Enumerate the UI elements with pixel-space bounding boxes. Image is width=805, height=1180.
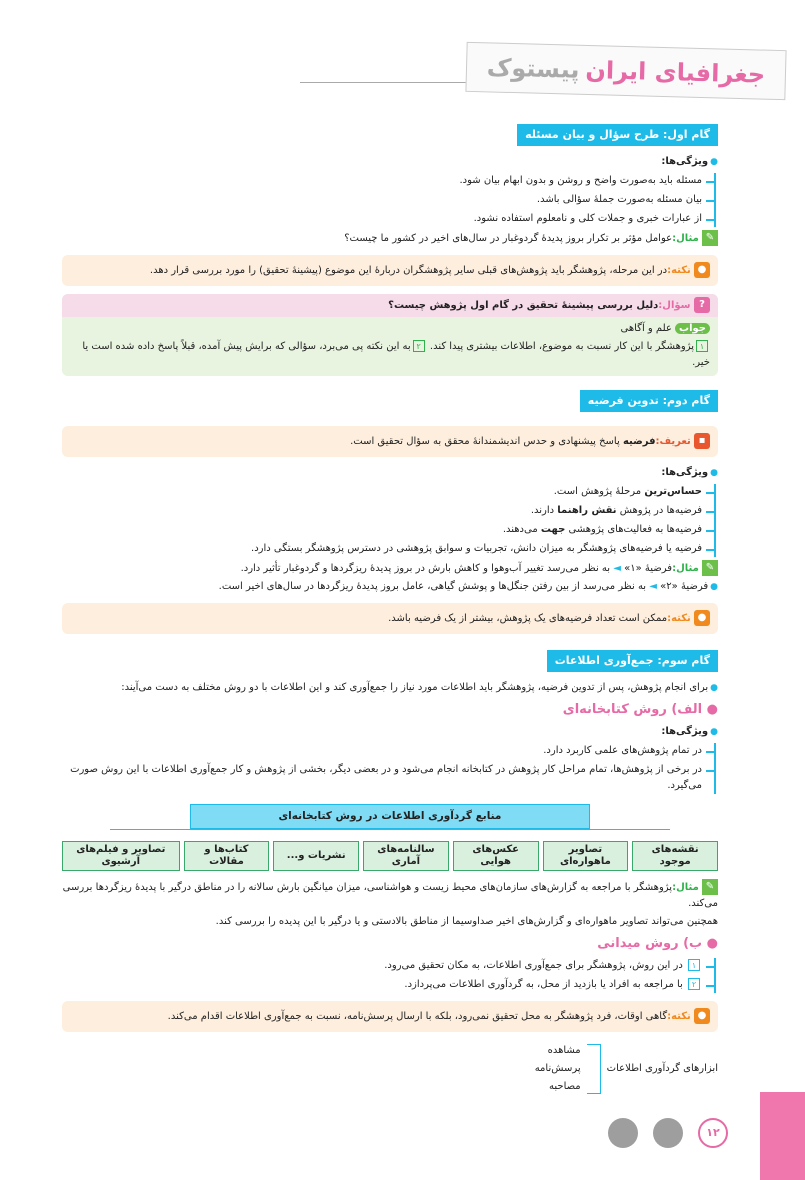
speech-bubble-icon: ●: [694, 262, 710, 278]
tools-label: ابزارهای گردآوری اطلاعات: [606, 1063, 718, 1074]
question-header: [62, 294, 718, 317]
speech-bubble-icon: ●: [694, 610, 710, 626]
pencil-icon: ✎: [702, 879, 718, 895]
example: [62, 230, 718, 247]
definition-label: تعریف:: [655, 436, 691, 447]
note-text: در این مرحله، پژوهشگر باید پژوهش‌های قبلی سایر پژوهشگران دربارهٔ این موضوع (پیشینهٔ تحقیق) را مورد بررسی قرار دهد.: [149, 265, 668, 276]
source-box: نشریات و...: [273, 841, 359, 871]
hypothesis-label: فرضیهٔ «۱»: [624, 563, 673, 574]
bold-term: حساس‌ترین: [644, 486, 702, 497]
answer-reason: پژوهشگر با این کار نسبت به موضوع، اطلاعات بیشتری پیدا کند.: [429, 341, 694, 352]
hypothesis-text: به نظر می‌رسد از بین رفتن جنگل‌ها و پوشش گیاهی، عامل بروز پدیدهٔ ریزگردها در سال‌های اخیر است.: [218, 581, 647, 592]
number-badge: ۲: [413, 340, 425, 352]
field-text: در این روش، پژوهشگر برای جمع‌آوری اطلاعات، به مکان تحقیق می‌رود.: [384, 960, 683, 971]
feature-text: مرحلهٔ پژوهش است.: [553, 486, 642, 497]
note-box: [62, 255, 718, 286]
field-item: [62, 958, 702, 974]
logo-series: پیستوک: [486, 53, 580, 84]
diagram-title: منابع گردآوری اطلاعات در روش کتابخانه‌ای: [190, 804, 590, 829]
definition-term: فرضیه: [622, 436, 656, 447]
source-box: نقشه‌های موجود: [632, 841, 718, 871]
speech-bubble-icon: ●: [694, 1008, 710, 1024]
lightbulb-icon: ?: [694, 297, 710, 313]
example: [62, 879, 718, 912]
page-tab: [760, 1092, 805, 1180]
source-box: تصاویر و فیلم‌های آرشیوی: [62, 841, 180, 871]
number-badge: ۲: [688, 978, 700, 990]
example-text: پژوهشگر با مراجعه به گزارش‌های سازمان‌های محیط زیست و هواشناسی، میزان میانگین بارش سالانه را در مناطق درگیر با پدیدهٔ ریزگردها بررسی می‌کند.: [62, 882, 718, 909]
footer: [62, 1110, 718, 1180]
answer-reason: به این نکته پی می‌برد، سؤالی که برایش پیش آمده، قبلاً پاسخ داده شده است یا خیر.: [82, 341, 710, 368]
feature-text: دارند.: [530, 505, 555, 516]
page-number: ۱۲: [698, 1118, 728, 1148]
example-text: همچنین می‌تواند تصاویر ماهواره‌ای و گزارش‌های اخیر صداوسیما از مناطق بالادستی و یا درگیر با این پدیده را بررسی کند.: [215, 916, 718, 927]
features-label: ● ویژگی‌ها:: [62, 724, 718, 740]
feature-item: فرضیه یا فرضیه‌های پژوهشگر به میزان دانش، تجربیات و سوابق پژوهشی در دسترس پژوهشگر بستگی دارد.: [62, 541, 702, 557]
question-text: دلیل بررسی پیشینهٔ تحقیق در گام اول پژوهش چیست؟: [388, 300, 659, 311]
tools-group: [62, 1042, 718, 1096]
example-label: مثال:: [672, 563, 699, 574]
step3-intro: ● برای انجام پژوهش، پس از تدوین فرضیه، پژوهشگر باید اطلاعات مورد نیاز را جمع‌آوری کند و این اطلاعات با دو روش مختلف به دست می‌آیند:: [62, 680, 718, 696]
feature-text: فرضیه‌ها در پژوهش: [619, 505, 702, 516]
definition-box: [62, 426, 718, 457]
note-text: گاهی اوقات، فرد پژوهشگر به محل تحقیق نمی‌رود، بلکه با ارسال پرسش‌نامه، نسبت به جمع‌آوری اطلاعات اقدام می‌کند.: [167, 1011, 668, 1022]
library-method-title: ● الف) روش کتابخانه‌ای: [562, 702, 718, 717]
source-box: کتاب‌ها و مقالات: [184, 841, 270, 871]
definition-icon: ▪: [694, 433, 710, 449]
feature-item: [62, 484, 702, 500]
hypothesis-text: به نظر می‌رسد تغییر آب‌وهوا و کاهش بارش در بروز پدیدهٔ ریزگردها و گردوغبار تأثیر دارد.: [240, 563, 611, 574]
decorative-circle: [608, 1118, 638, 1148]
decorative-circle: [653, 1118, 683, 1148]
feature-item: در برخی از پژوهش‌ها، تمام مراحل کار پژوهش در کتابخانه انجام می‌شود و در بعضی دیگر، بخشی از پژوهش و کار جمع‌آوری اطلاعات با این روش صورت می‌گیرد.: [62, 762, 702, 794]
feature-item: در تمام پژوهش‌های علمی کاربرد دارد.: [62, 743, 702, 759]
number-badge: ۱: [696, 340, 708, 352]
bold-term: جهت: [540, 524, 566, 535]
field-text: با مراجعه به افراد یا بازدید از محل، به گردآوری اطلاعات می‌پردازد.: [404, 979, 683, 990]
answer-text: علم و آگاهی: [620, 323, 672, 334]
features-label: ● ویژگی‌ها:: [62, 465, 718, 481]
note-box: [62, 603, 718, 634]
tool-item: مشاهده: [547, 1045, 581, 1056]
answer-row: [62, 317, 718, 339]
number-badge: ۱: [688, 959, 700, 971]
library-title: الف) روش کتابخانه‌ای: [562, 702, 703, 717]
hypothesis-label: فرضیهٔ «۲»: [660, 581, 709, 592]
question-box: [62, 294, 718, 376]
question-label: سؤال:: [658, 300, 691, 311]
feature-list: [62, 743, 716, 794]
note-label: نکته:: [667, 1011, 691, 1022]
feature-list: [62, 484, 716, 557]
feature-item: بیان مسئله به‌صورت جملهٔ سؤالی باشد.: [62, 192, 702, 208]
book-logo: [465, 42, 786, 100]
answer-label: جواب: [675, 323, 710, 334]
feature-item: [62, 522, 702, 538]
logo-title: جغرافیای ایران: [585, 55, 766, 89]
sources-diagram: [62, 804, 718, 871]
example-label: مثال:: [672, 233, 699, 244]
tools-list: [535, 1042, 581, 1096]
example: [62, 560, 718, 577]
arrow-icon: ◄: [613, 563, 621, 574]
step3-header: گام سوم: جمع‌آوری اطلاعات: [547, 650, 718, 672]
feature-text: می‌دهند.: [502, 524, 538, 535]
header-line: [300, 82, 470, 83]
bold-term: نقش راهنما: [557, 505, 617, 516]
field-title: ب) روش میدانی: [597, 936, 703, 951]
step2-header: گام دوم: تدوین فرضیه: [580, 390, 718, 412]
source-row: [62, 841, 718, 871]
field-method-title: ● ب) روش میدانی: [597, 936, 718, 951]
answer-reasons: [62, 339, 718, 376]
field-item: [62, 977, 702, 993]
example-text: عوامل مؤثر بر تکرار بروز پدیدهٔ گردوغبار در سال‌های اخیر در کشور ما چیست؟: [344, 233, 673, 244]
tools-bracket: [587, 1044, 601, 1094]
feature-item: مسئله باید به‌صورت واضح و روشن و بدون ابهام بیان شود.: [62, 173, 702, 189]
note-label: نکته:: [667, 613, 691, 624]
pencil-icon: ✎: [702, 560, 718, 576]
example-label: مثال:: [672, 882, 699, 893]
diagram-connector: [110, 829, 670, 841]
step1-header: گام اول: طرح سؤال و بیان مسئله: [517, 124, 718, 146]
feature-item: [62, 503, 702, 519]
note-box: [62, 1001, 718, 1032]
source-box: تصاویر ماهواره‌ای: [543, 841, 629, 871]
feature-text: فرضیه‌ها به فعالیت‌های پژوهشی: [568, 524, 702, 535]
tool-item: مصاحبه: [549, 1081, 581, 1092]
note-label: نکته:: [667, 265, 691, 276]
arrow-icon: ◄: [649, 581, 657, 592]
tool-item: پرسش‌نامه: [534, 1063, 581, 1074]
feature-item: از عبارات خبری و جملات کلی و نامعلوم استفاده نشود.: [62, 211, 702, 227]
pencil-icon: ✎: [702, 230, 718, 246]
features-label: ● ویژگی‌ها:: [62, 154, 718, 170]
source-box: عکس‌های هوایی: [453, 841, 539, 871]
definition-text: پاسخ پیشنهادی و حدس اندیشمندانهٔ محقق به سؤال تحقیق است.: [350, 436, 620, 447]
source-box: سالنامه‌های آماری: [363, 841, 449, 871]
feature-list: [62, 173, 716, 227]
hypothesis-2: [62, 579, 718, 595]
note-text: ممکن است تعداد فرضیه‌های یک پژوهش، بیشتر از یک فرضیه باشد.: [388, 613, 668, 624]
field-list: [62, 958, 716, 993]
